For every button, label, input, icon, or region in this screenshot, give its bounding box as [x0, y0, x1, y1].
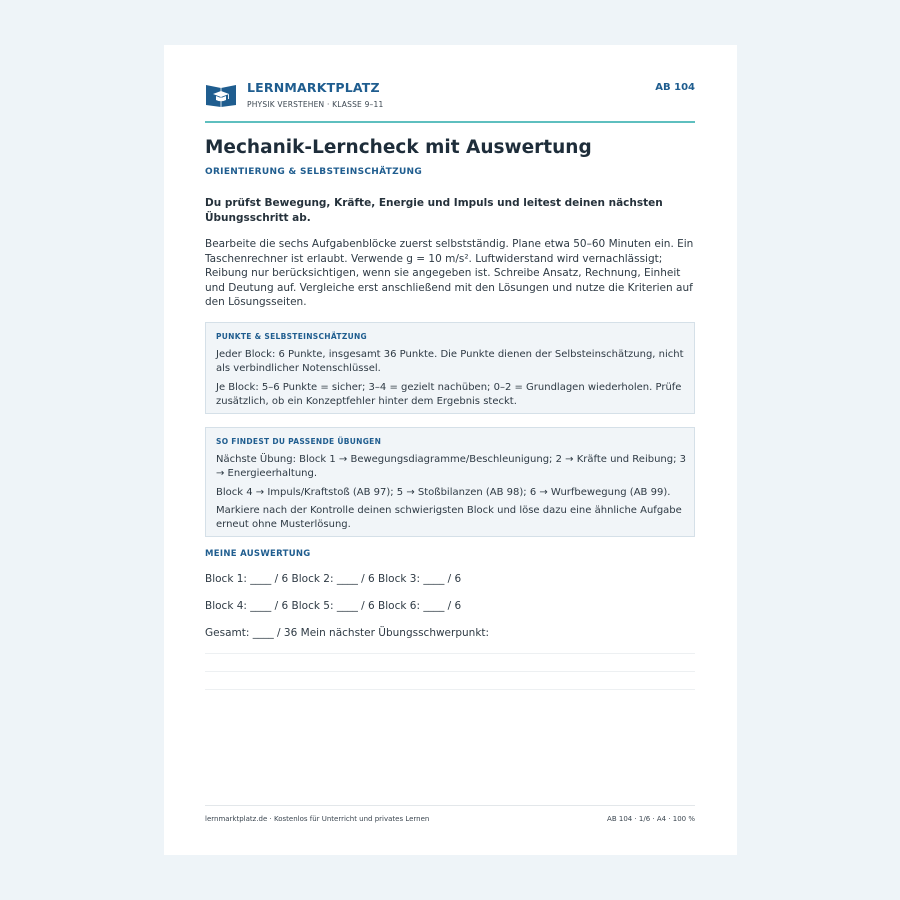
writing-line [205, 671, 695, 672]
evaluation-line-1: Block 1: ____ / 6 Block 2: ____ / 6 Block 3: ____ / 6 [205, 573, 462, 585]
doc-code: AB 104 [655, 82, 695, 93]
lead-text: Du prüfst Bewegung, Kräfte, Energie und Impuls und leitest deinen nächsten Übungsschritt ab. [205, 197, 663, 224]
points-paragraph-2: Je Block: 5–6 Punkte = sicher; 3–4 = gezielt nachüben; 0–2 = Grundlagen wiederholen. Prüfe zusätzlich, ob ein Konzeptfehler hinter dem Ergebnis steckt. [216, 382, 682, 407]
exercises-paragraph-1: Nächste Übung: Block 1 → Bewegungsdiagramme/Beschleunigung; 2 → Kräfte und Reibung; 3 → Energieerhaltung. [216, 454, 687, 479]
points-box-title: PUNKTE & SELBSTEINSCHÄTZUNG [216, 332, 367, 341]
worksheet-page [164, 45, 737, 855]
book-graduation-cap-icon [205, 81, 237, 107]
exercises-box-title: SO FINDEST DU PASSENDE ÜBUNGEN [216, 437, 382, 446]
brand-subtitle: PHYSIK VERSTEHEN · KLASSE 9–11 [247, 100, 384, 109]
footer-right: AB 104 · 1/6 · A4 · 100 % [607, 815, 695, 823]
header-divider [205, 121, 695, 123]
exercises-info-box [205, 427, 695, 537]
points-paragraph-1: Jeder Block: 6 Punkte, insgesamt 36 Punkte. Die Punkte dienen der Selbsteinschätzung, nicht als verbindlicher Notenschlüssel. [216, 349, 684, 374]
writing-line [205, 653, 695, 654]
exercises-paragraph-2: Block 4 → Impuls/Kraftstoß (AB 97); 5 → Stoßbilanzen (AB 98); 6 → Wurfbewegung (AB 99). [216, 487, 671, 498]
brand [205, 80, 383, 110]
exercises-paragraph-3: Markiere nach der Kontrolle deinen schwierigsten Block und löse dazu eine ähnliche Aufgabe erneut ohne Musterlösung. [216, 505, 682, 530]
evaluation-line-2: Block 4: ____ / 6 Block 5: ____ / 6 Block 6: ____ / 6 [205, 600, 462, 612]
page-title: Mechanik-Lerncheck mit Auswertung [205, 137, 592, 158]
evaluation-line-3: Gesamt: ____ / 36 Mein nächster Übungsschwerpunkt: [205, 627, 490, 639]
footer-divider [205, 805, 695, 806]
evaluation-heading: MEINE AUSWERTUNG [205, 549, 311, 559]
footer-left: lernmarktplatz.de · Kostenlos für Unterricht und privates Lernen [205, 815, 430, 823]
intro-text: Bearbeite die sechs Aufgabenblöcke zuerst selbstständig. Plane etwa 50–60 Minuten ein. Ein Taschenrechner ist erlaubt. Verwende g = 10 m/s². Luftwiderstand wird vernachlässigt; Reibung nur berücksichtigen, wenn sie angegeben ist. Schreibe Ansatz, Rechnung, Einheit und Deutung auf. Vergleiche erst anschließend mit den Lösungen und nutze die Kriterien auf den Lösungsseiten. [205, 238, 694, 308]
section-kicker: ORIENTIERUNG & SELBSTEINSCHÄTZUNG [205, 167, 423, 177]
writing-line [205, 689, 695, 690]
points-info-box [205, 322, 695, 414]
brand-name: LERNMARKTPLATZ [247, 80, 380, 95]
